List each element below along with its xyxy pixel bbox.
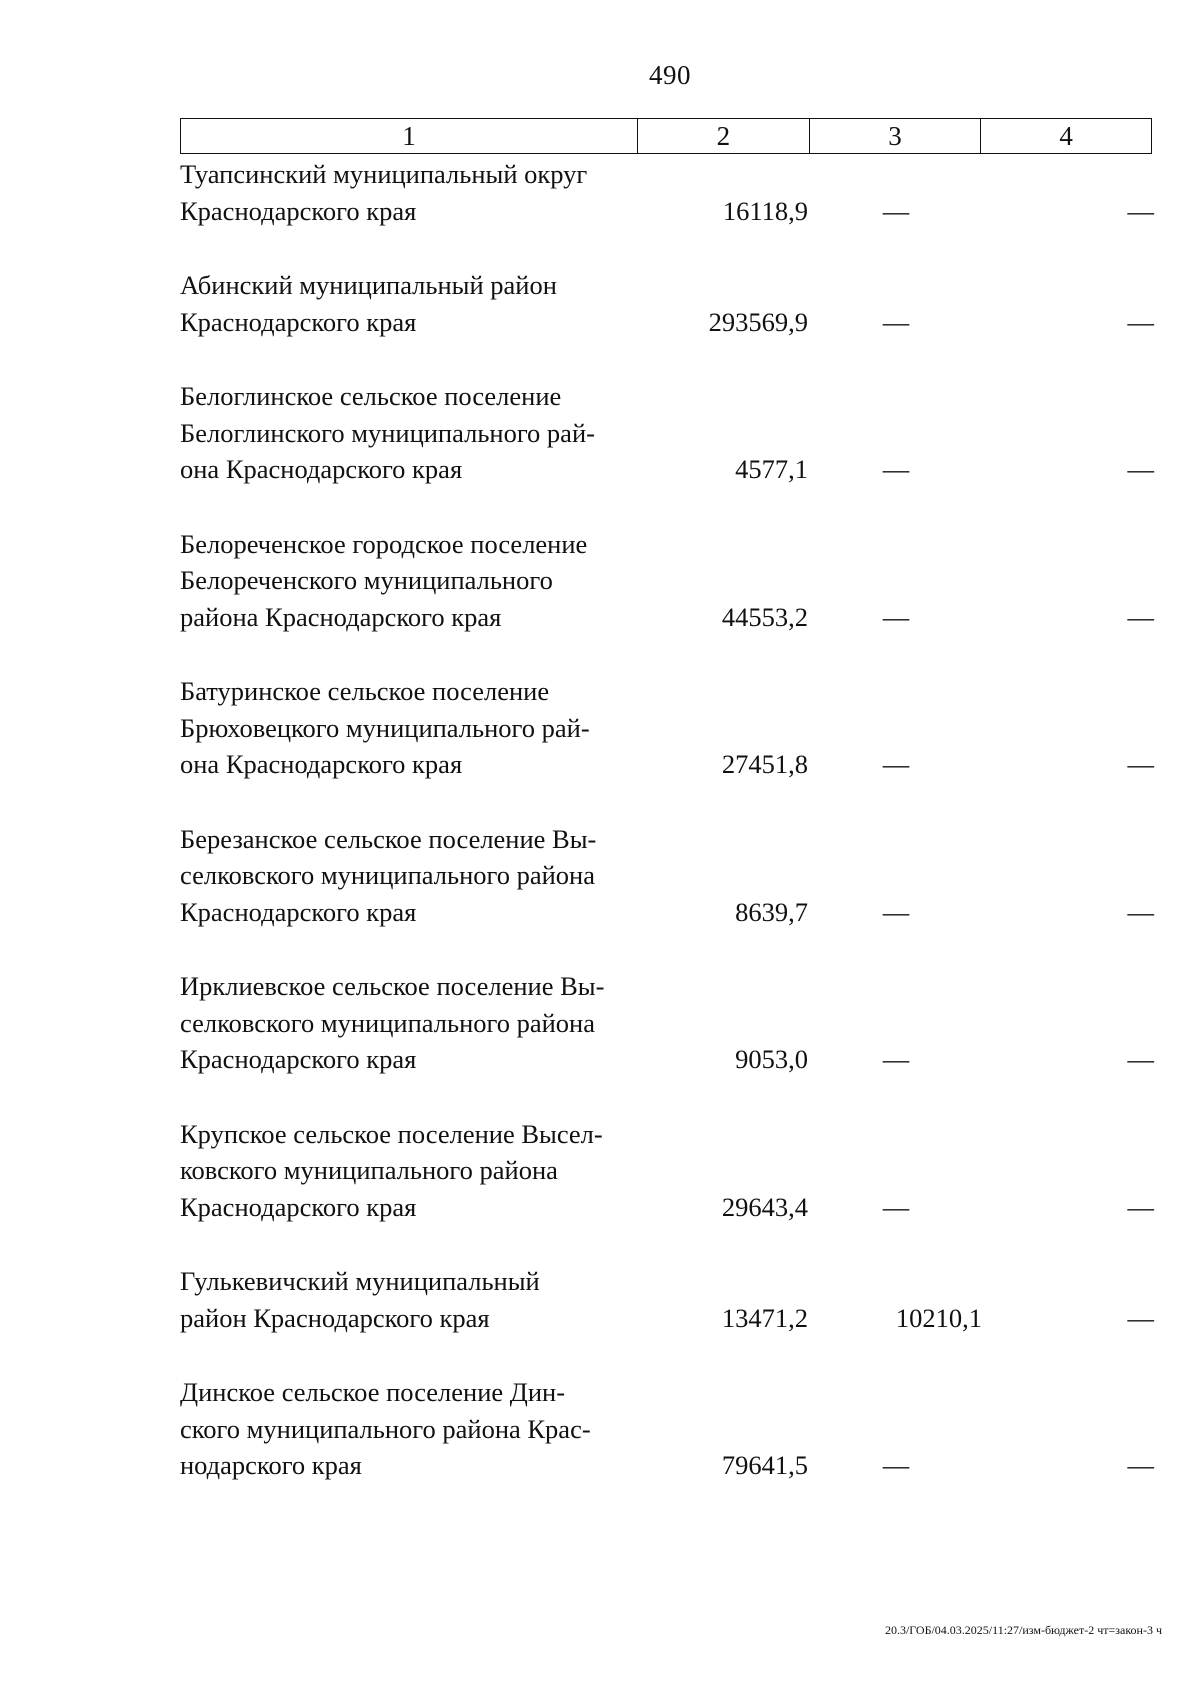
table-row: [180, 378, 1152, 488]
value-col-3: —: [882, 1044, 910, 1074]
value-col-2: 9053,0: [735, 1044, 808, 1074]
name-line: Белоглинского муниципального рай-: [180, 417, 595, 448]
value-col-3: —: [882, 1450, 910, 1480]
value-col-3: —: [882, 601, 910, 632]
value-col-2: 27451,8: [721, 749, 808, 779]
name-line: Белореченское городское поселение: [180, 528, 588, 559]
municipality-name: [180, 526, 638, 636]
value-col-2: 8639,7: [735, 896, 808, 927]
table-row: [180, 156, 1152, 229]
value-col-2: 4577,1: [735, 454, 808, 484]
name-line: Ирклиевское сельское поселение Вы-: [180, 971, 605, 1001]
name-line: нодарского края: [180, 1450, 362, 1480]
table-body: [180, 156, 1152, 1484]
municipality-name: [180, 673, 638, 783]
value-col-3: —: [882, 195, 910, 226]
name-line: Краснодарского края: [180, 1044, 417, 1074]
table-row: [180, 1374, 1152, 1484]
name-line: ского муниципального района Крас-: [180, 1413, 591, 1444]
table-row: [180, 821, 1152, 931]
name-line: Краснодарского края: [180, 195, 417, 226]
name-line: она Краснодарского края: [180, 454, 463, 484]
value-col-3: —: [882, 749, 910, 779]
header-col-3: 3: [810, 119, 982, 153]
value-col-4: —: [1127, 749, 1154, 779]
value-col-4: —: [1127, 454, 1154, 484]
municipality-name: [180, 267, 638, 340]
name-line: Белоглинское сельское поселение: [180, 381, 562, 411]
table-row: [180, 526, 1152, 636]
name-line: Березанское сельское поселение Вы-: [180, 823, 597, 854]
name-line: район Краснодарского края: [180, 1302, 490, 1333]
header-col-1: 1: [181, 119, 638, 153]
value-col-4: —: [1127, 306, 1154, 337]
name-line: Абинский муниципальный район: [180, 270, 557, 300]
name-line: района Краснодарского края: [180, 601, 502, 632]
value-col-2: 79641,5: [721, 1450, 808, 1480]
value-col-4: —: [1127, 1302, 1154, 1333]
municipality-name: [180, 968, 638, 1078]
municipality-name: [180, 1116, 638, 1226]
table-row: [180, 267, 1152, 340]
table-row: [180, 968, 1152, 1078]
value-col-2: 13471,2: [721, 1302, 808, 1333]
value-col-4: —: [1127, 1191, 1154, 1222]
value-col-3: —: [882, 1191, 910, 1222]
value-col-4: —: [1127, 601, 1154, 632]
name-line: селковского муниципального района: [180, 860, 595, 890]
header-col-4: 4: [1059, 120, 1073, 151]
table-row: [180, 1116, 1152, 1226]
municipality-name: [180, 1374, 638, 1484]
table-row: [180, 1263, 1152, 1336]
table-header: [180, 118, 1152, 154]
value-col-2: 44553,2: [721, 601, 808, 632]
name-line: Крупское сельское поселение Высел-: [180, 1118, 603, 1149]
document-footer: 20.3/ГОБ/04.03.2025/11:27/изм-бюджет-2 чт=закон-3 ч: [884, 1623, 1162, 1637]
name-line: Динское сельское поселение Дин-: [180, 1377, 566, 1407]
municipality-name: [180, 378, 638, 488]
name-line: она Краснодарского края: [180, 749, 463, 779]
value-col-3: —: [882, 454, 910, 484]
value-col-3: —: [882, 896, 910, 927]
value-col-4: —: [1127, 1044, 1154, 1074]
municipality-name: [180, 1263, 638, 1336]
value-col-2: 16118,9: [722, 195, 808, 226]
value-col-2: 29643,4: [721, 1191, 808, 1222]
header-col-2: 2: [638, 119, 810, 153]
municipality-name: [180, 156, 638, 229]
municipality-name: [180, 821, 638, 931]
name-line: Батуринское сельское поселение: [180, 676, 550, 706]
name-line: Белореченского муниципального: [180, 565, 553, 595]
name-line: Краснодарского края: [180, 306, 417, 337]
page-number: 490: [649, 60, 691, 90]
value-col-3: 10210,1: [895, 1302, 982, 1333]
name-line: селковского муниципального района: [180, 1007, 595, 1038]
value-col-3: —: [882, 306, 910, 337]
value-col-2: 293569,9: [708, 306, 808, 337]
name-line: Краснодарского края: [180, 1191, 417, 1222]
value-col-4: —: [1127, 195, 1154, 226]
name-line: Брюховецкого муниципального рай-: [180, 712, 590, 743]
name-line: Краснодарского края: [180, 896, 417, 927]
name-line: Туапсинский муниципальный округ: [180, 159, 588, 189]
value-col-4: —: [1127, 896, 1154, 927]
table-row: [180, 673, 1152, 783]
name-line: ковского муниципального района: [180, 1155, 558, 1185]
name-line: Гулькевичский муниципальный: [180, 1266, 540, 1296]
value-col-4: —: [1127, 1450, 1154, 1480]
